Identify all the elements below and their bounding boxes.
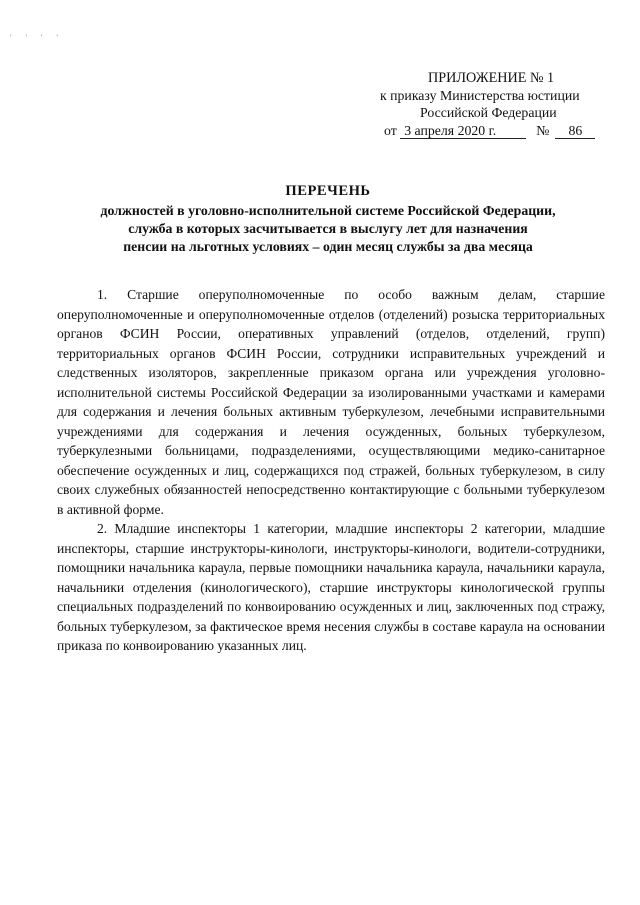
order-number: 86	[555, 123, 595, 139]
list-item-1: 1. Старшие оперуполномоченные по особо важным делам, старшие оперуполномоченные и оперуполномоченные отделов (отделений) розыска территориальных органов ФСИН России, оперативных управлений (отделов, отделений, групп) территориальных органов ФСИН России, сотрудники исправительных учреждений и следственных изоляторов, закрепленные приказом органа или учреждения уголовно-исполнительной системы Российской Федерации за изолированными участками и камерами для содержания и лечения больных активным туберкулезом, лечебными исправительными учреждениями для содержания и лечения осужденных, больных туберкулезом, туберкулезными больницами, подразделениями, осуществляющими медико-санитарное обеспечение осужденных и лиц, содержащихся под стражей, больных туберкулезом, в силу своих служебных обязанностей непосредственно контактирующие с больными туберкулезом в активной форме.	[57, 287, 605, 517]
heading-title: ПЕРЕЧЕНЬ	[285, 183, 371, 199]
number-sign: №	[536, 123, 550, 138]
appendix-order-line: к приказу Министерства юстиции	[380, 88, 580, 103]
appendix-date-line	[378, 122, 604, 139]
document-heading	[54, 182, 602, 256]
appendix-block	[378, 70, 604, 139]
document-body	[57, 285, 605, 656]
date-prefix: от	[384, 123, 397, 138]
heading-line-3: пенсии на льготных условиях – один месяц службы за два месяца	[123, 239, 533, 254]
heading-line-2: служба в которых засчитывается в выслугу лет для назначения	[128, 221, 528, 236]
list-item-2: 2. Младшие инспекторы 1 категории, младшие инспекторы 2 категории, младшие инспекторы, старшие инструкторы-кинологи, инструкторы-кинологи, водители-сотрудники, помощники начальника караула, первые помощники начальника караула, начальники караула, начальники отделения (кинологического), старшие инструкторы кинологической группы специальных подразделений по конвоированию осужденных и лиц, заключенных под стражу, больных туберкулезом, за фактическое время несения службы в составе караула на основании приказа по конвоированию указанных лиц.	[57, 521, 605, 653]
appendix-title: ПРИЛОЖЕНИЕ № 1	[428, 70, 555, 86]
heading-line-1: должностей в уголовно-исполнительной системе Российской Федерации,	[100, 203, 556, 218]
scan-marks: ' ' ' '	[10, 33, 64, 42]
appendix-ministry-line: Российской Федерации	[420, 105, 557, 120]
order-date: 3 апреля 2020 г.	[400, 123, 526, 139]
